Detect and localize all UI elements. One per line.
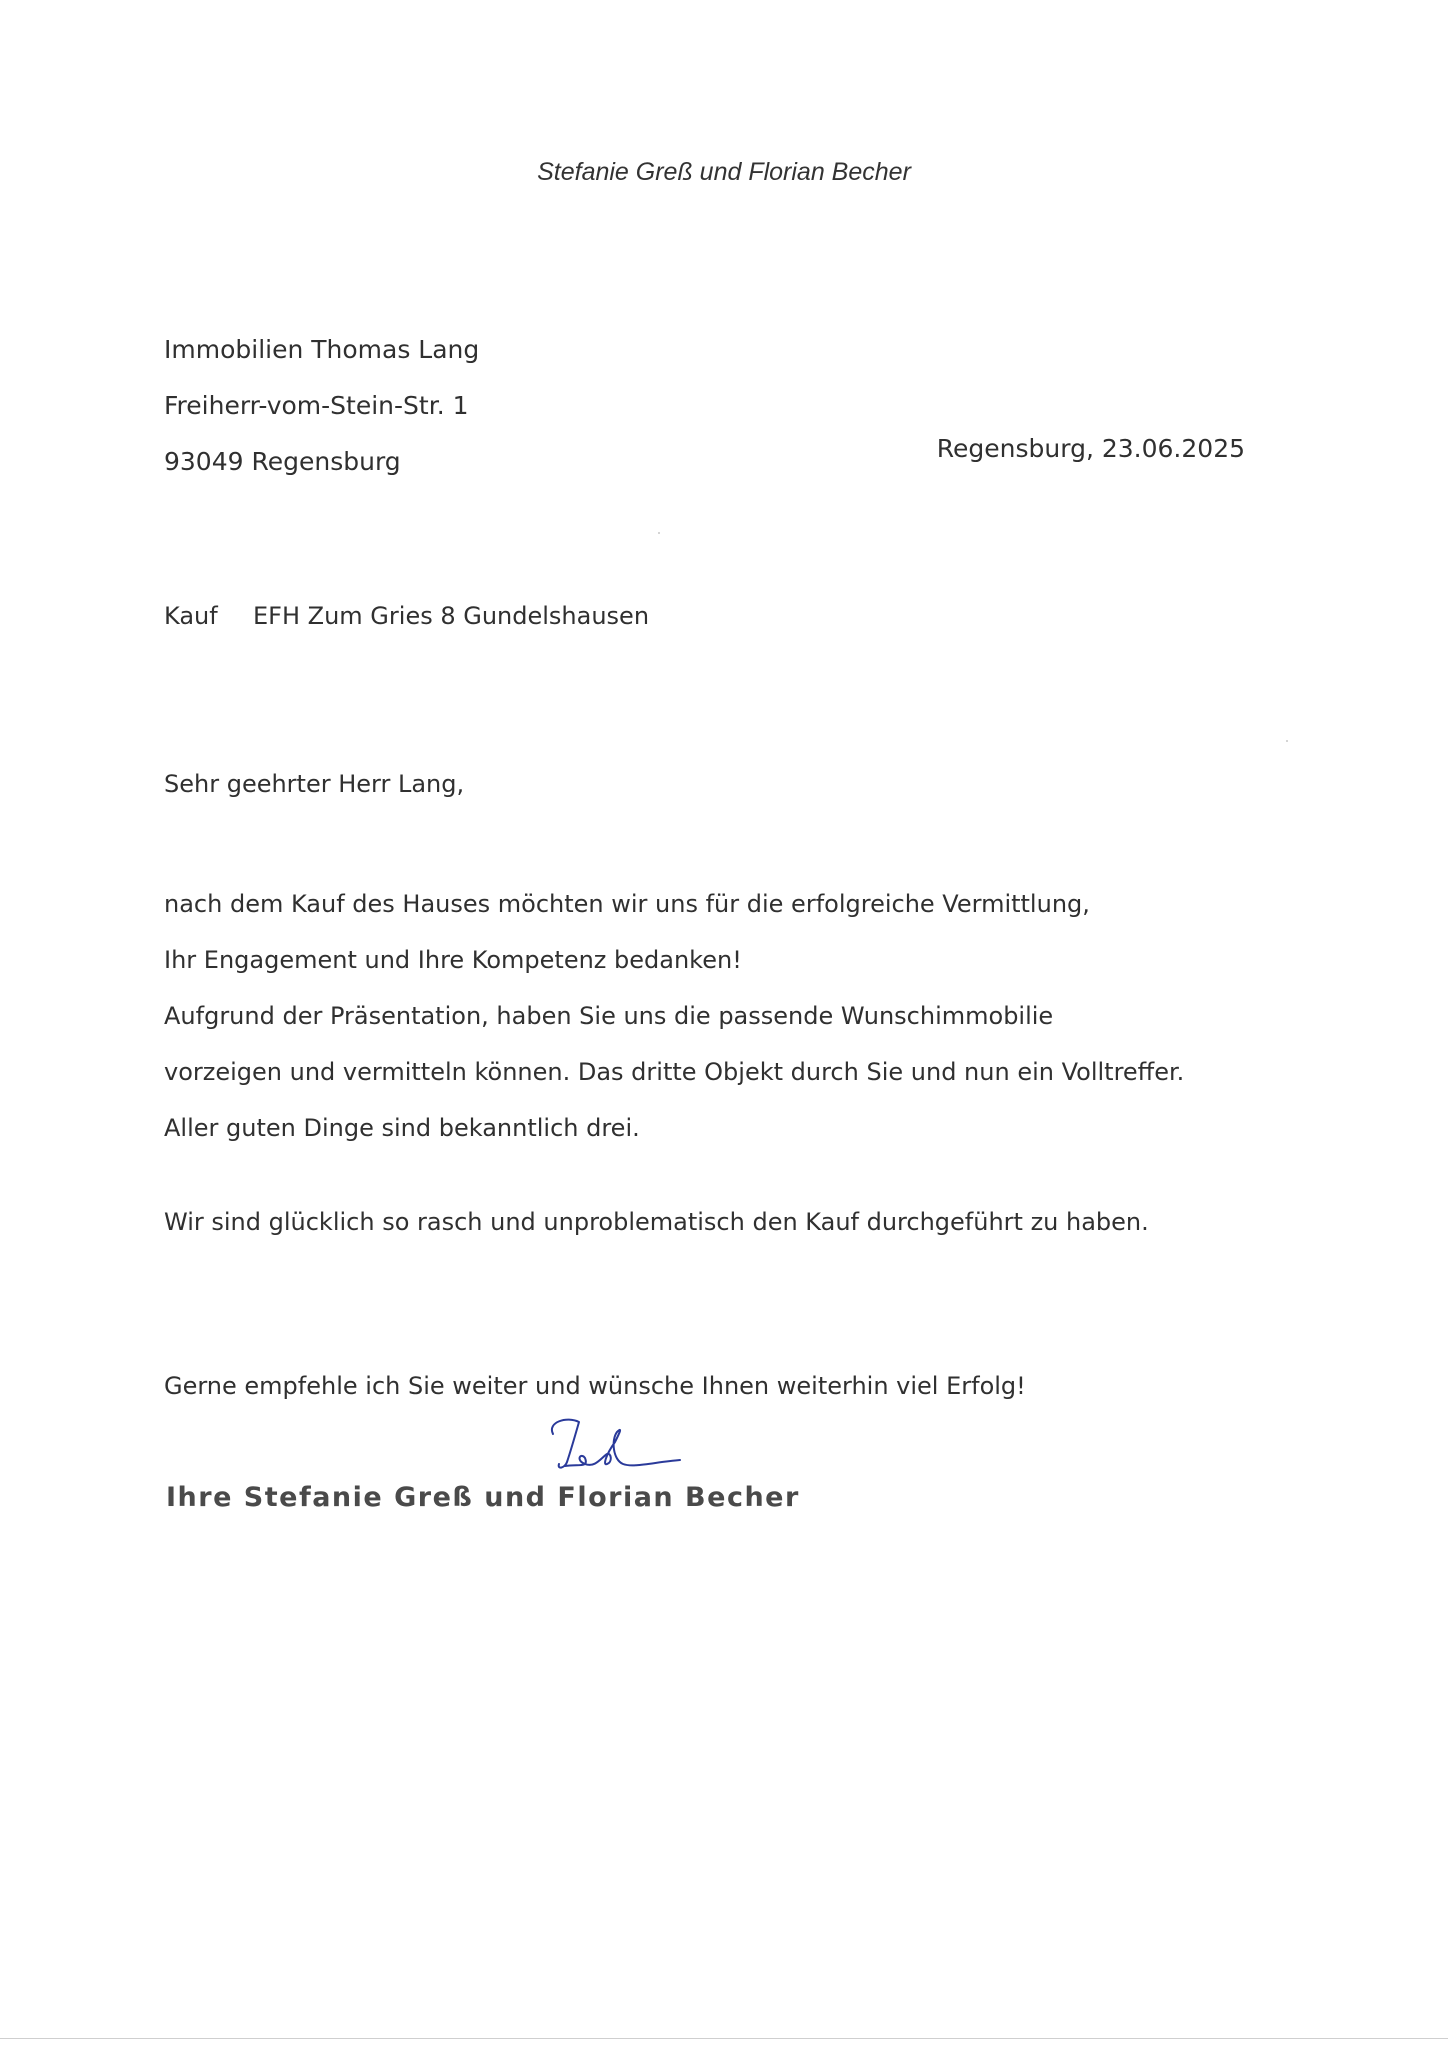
body-line: Ihr Engagement und Ihre Kompetenz bedanken! [164,946,742,974]
body-line: vorzeigen und vermitteln können. Das dritte Objekt durch Sie und nun ein Volltreffer. [164,1058,1185,1086]
recipient-address [164,322,479,490]
signature-name: Ihre Stefanie Greß und Florian Becher [166,1482,800,1513]
subject-text: EFH Zum Gries 8 Gundelshausen [253,602,650,630]
body-line: Aufgrund der Präsentation, haben Sie uns die passende Wunschimmobilie [164,1002,1054,1030]
recipient-street: Freiherr-vom-Stein-Str. 1 [164,391,469,420]
recipient-city: 93049 Regensburg [164,447,401,476]
scan-speck [658,532,660,534]
subject-label: Kauf [164,602,218,630]
closing-line: Wir sind glücklich so rasch und unproblematisch den Kauf durchgeführt zu haben. [164,1208,1149,1236]
scan-edge-line [0,2038,1448,2039]
body-paragraph [164,876,1184,1156]
body-line: nach dem Kauf des Hauses möchten wir uns für die erfolgreiche Vermittlung, [164,890,1090,918]
letterhead-senders: Stefanie Greß und Florian Becher [537,158,911,186]
scan-speck [1286,740,1288,742]
salutation: Sehr geehrter Herr Lang, [164,770,465,798]
handwritten-signature [545,1412,705,1482]
subject-line [164,602,649,630]
date-line: Regensburg, 23.06.2025 [936,434,1245,463]
recipient-name: Immobilien Thomas Lang [164,335,480,364]
wish-line: Gerne empfehle ich Sie weiter und wünsche Ihnen weiterhin viel Erfolg! [164,1372,1026,1400]
body-line: Aller guten Dinge sind bekanntlich drei. [164,1114,640,1142]
